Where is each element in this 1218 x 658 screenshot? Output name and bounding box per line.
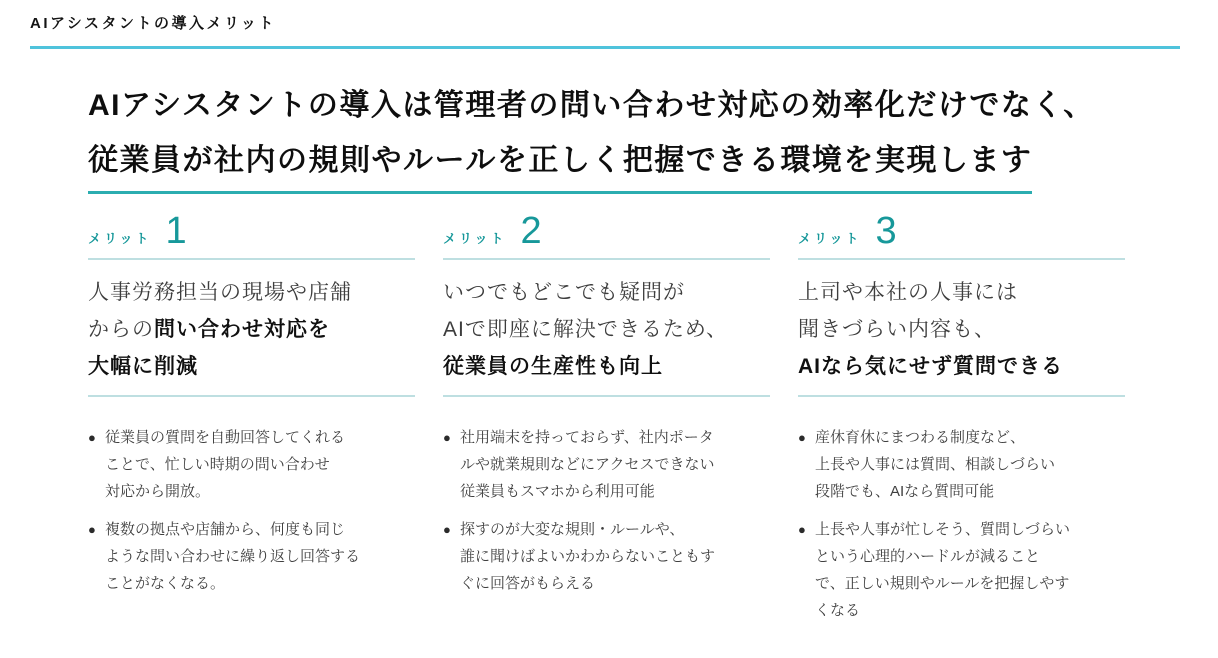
merit-1-bullet-list — [88, 424, 415, 597]
bullet-dot-icon: ● — [798, 522, 806, 537]
page-header-title: AIアシスタントの導入メリット — [30, 15, 276, 32]
subtitle-line: いつでもどこでも疑問が — [443, 281, 685, 304]
subtitle-line: 大幅に削減 — [88, 355, 198, 378]
merit-3-subtitle — [798, 260, 1125, 397]
bullet-text: 探すのが大変な規則・ルールや、 誰に聞けばよいかわからないこともす ぐに回答がもらえる — [460, 521, 716, 592]
subtitle-line: 従業員の生産性も向上 — [443, 355, 663, 378]
bullet-item — [798, 424, 1125, 505]
bullet-text: 社用端末を持っておらず、社内ポータ ルや就業規則などにアクセスできない 従業員もスマホから利用可能 — [460, 429, 715, 500]
bullet-dot-icon: ● — [88, 522, 96, 537]
merit-3-label: メリット — [798, 231, 862, 246]
merit-3-number: 3 — [875, 210, 897, 252]
merit-column-3 — [798, 212, 1125, 635]
bullet-dot-icon: ● — [443, 522, 451, 537]
bullet-text: 産休育休にまつわる制度など、 上長や人事には質問、相談しづらい 段階でも、AIなら質問可能 — [815, 429, 1056, 500]
bullet-dot-icon: ● — [798, 430, 806, 445]
bullet-text: 複数の拠点や店舗から、何度も同じ ような問い合わせに繰り返し回答する ことがなくなる。 — [105, 521, 361, 592]
merit-1-subtitle — [88, 260, 415, 397]
bullet-item — [798, 516, 1125, 624]
merit-1-label: メリット — [88, 231, 152, 246]
merit-3-header — [798, 212, 1125, 260]
merit-columns — [88, 212, 1125, 635]
subtitle-line: AIなら気にせず質問できる — [798, 355, 1063, 378]
subtitle-line: からの問い合わせ対応を — [88, 318, 330, 341]
bullet-item — [88, 516, 415, 597]
main-title-line-2 — [88, 133, 1095, 194]
merit-2-label: メリット — [443, 231, 507, 246]
merit-3-bullet-list — [798, 424, 1125, 624]
merit-2-bullet-list — [443, 424, 770, 597]
subtitle-line: AIで即座に解決できるため、 — [443, 318, 729, 341]
merit-2-subtitle — [443, 260, 770, 397]
bullet-item — [88, 424, 415, 505]
header-divider — [30, 46, 1180, 49]
main-title-underlined-text: 従業員が社内の規則やルールを正しく把握できる環境を実現します — [88, 133, 1032, 194]
merit-column-2 — [443, 212, 770, 635]
subtitle-line: 人事労務担当の現場や店舗 — [88, 281, 352, 304]
subtitle-line: 聞きづらい内容も、 — [798, 318, 996, 341]
bullet-text: 上長や人事が忙しそう、質問しづらい という心理的ハードルが減ること で、正しい規則やルールを把握しやす くなる — [815, 521, 1071, 619]
merit-1-header — [88, 212, 415, 260]
merit-2-header — [443, 212, 770, 260]
main-title-line-1: AIアシスタントの導入は管理者の問い合わせ対応の効率化だけでなく、 — [88, 89, 1095, 122]
merit-2-number: 2 — [520, 210, 542, 252]
merit-column-1 — [88, 212, 415, 635]
subtitle-line: 上司や本社の人事には — [798, 281, 1018, 304]
bullet-dot-icon: ● — [88, 430, 96, 445]
bullet-item — [443, 424, 770, 505]
bullet-dot-icon: ● — [443, 430, 451, 445]
main-title — [88, 78, 1095, 194]
bullet-item — [443, 516, 770, 597]
bullet-text: 従業員の質問を自動回答してくれる ことで、忙しい時期の問い合わせ 対応から開放。 — [105, 429, 346, 500]
merit-1-number: 1 — [165, 210, 187, 252]
